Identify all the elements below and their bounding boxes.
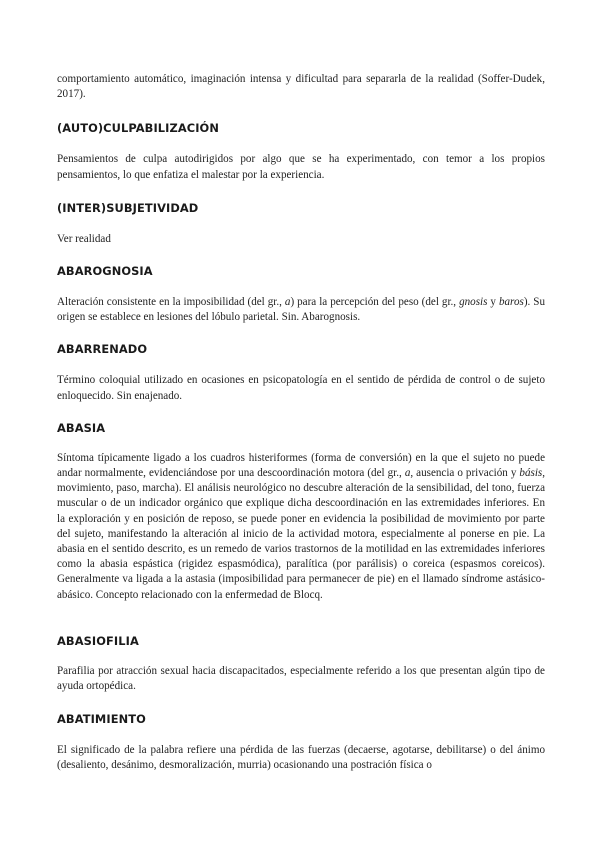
etymology-term: gnosis (459, 296, 488, 309)
definition-text: , ausencia o privación y (410, 467, 520, 480)
definition-text: ) para la percepción del peso (del gr., (290, 296, 460, 309)
definition-text: y (487, 296, 499, 309)
entry-heading-abasiofilia: ABASIOFILIA (57, 633, 139, 648)
entry-heading-abatimiento: ABATIMIENTO (57, 712, 146, 727)
entry-definition-abasia (57, 451, 545, 603)
entry-heading-abasia: ABASIA (57, 420, 106, 435)
etymology-term: a (284, 296, 291, 309)
entry-definition-abarognosia (57, 295, 545, 325)
entry-heading-abarrenado: ABARRENADO (57, 342, 148, 357)
intro-continuation-paragraph: comportamiento automático, imaginación intensa y dificultad para separarla de la realidad (Soffer-Dudek, 2017). (57, 73, 545, 101)
entry-heading-autoculpabilizacion: (AUTO)CULPABILIZACIÓN (57, 121, 219, 136)
entry-definition-abatimiento: El significado de la palabra refiere una pérdida de las fuerzas (decaerse, agotarse, debilitarse) o del ánimo (desaliento, desánimo, desmoralización, murria) ocasionando una postración física o (57, 744, 545, 772)
etymology-term: a (404, 467, 411, 480)
etymology-term: baros (498, 296, 524, 309)
definition-text: Síntoma típicamente ligado a los cuadros histeriformes (forma de conversión) en la que el sujeto no puede andar normalmente, evidenciándose por una descoordinación motora (del gr., (57, 451, 545, 480)
entry-definition-autoculpabilizacion: Pensamientos de culpa autodirigidos por algo que se ha experimentado, con temor a los propios pensamientos, lo que enfatiza el malestar por la experiencia. (57, 153, 545, 181)
definition-text: , movimiento, paso, marcha). El análisis neurológico no descubre alteración de la sensibilidad, del tono, fuerza muscular o de un indicador orgánico que explique dicha descoordinación en las extremidades inferiores. En la exploración y en posición de reposo, se puede poner en evidencia la posibilidad de movimiento por parte del sujeto, manifestando la alteración al inicio de la actividad motora, especialmente al ponerse en pie. La abasia en el sentido descrito, es un remedo de varios trastornos de la motilidad en las extremidades inferiores como la abasia espástica (rigidez espasmódica), paralítica (por parálisis) o coreica (espasmos coreicos). Generalmente va ligada a la astasia (imposibilidad para permanecer de pie) en el llamado síndrome astásico-abásico. Concepto relacionado con la enfermedad de Blocq. (57, 467, 545, 601)
document-page (57, 70, 545, 774)
definition-text: ). Su origen se establece en lesiones del lóbulo parietal. Sin. Abarognosis. (57, 296, 545, 324)
entry-heading-abarognosia: ABAROGNOSIA (57, 264, 153, 279)
entry-definition-abasiofilia: Parafilia por atracción sexual hacia discapacitados, especialmente referido a los que presentan algún tipo de ayuda ortopédica. (57, 664, 545, 693)
entry-definition-abarrenado: Término coloquial utilizado en ocasiones en psicopatología en el sentido de pérdida de control o de sujeto enloquecido. Sin enajenado. (57, 374, 545, 402)
entry-heading-intersubjetividad: (INTER)SUBJETIVIDAD (57, 200, 199, 215)
definition-text: Alteración consistente en la imposibilidad (del gr., (57, 296, 285, 309)
entry-definition-intersubjetividad: Ver realidad (57, 232, 111, 245)
etymology-term: básis (519, 467, 543, 480)
